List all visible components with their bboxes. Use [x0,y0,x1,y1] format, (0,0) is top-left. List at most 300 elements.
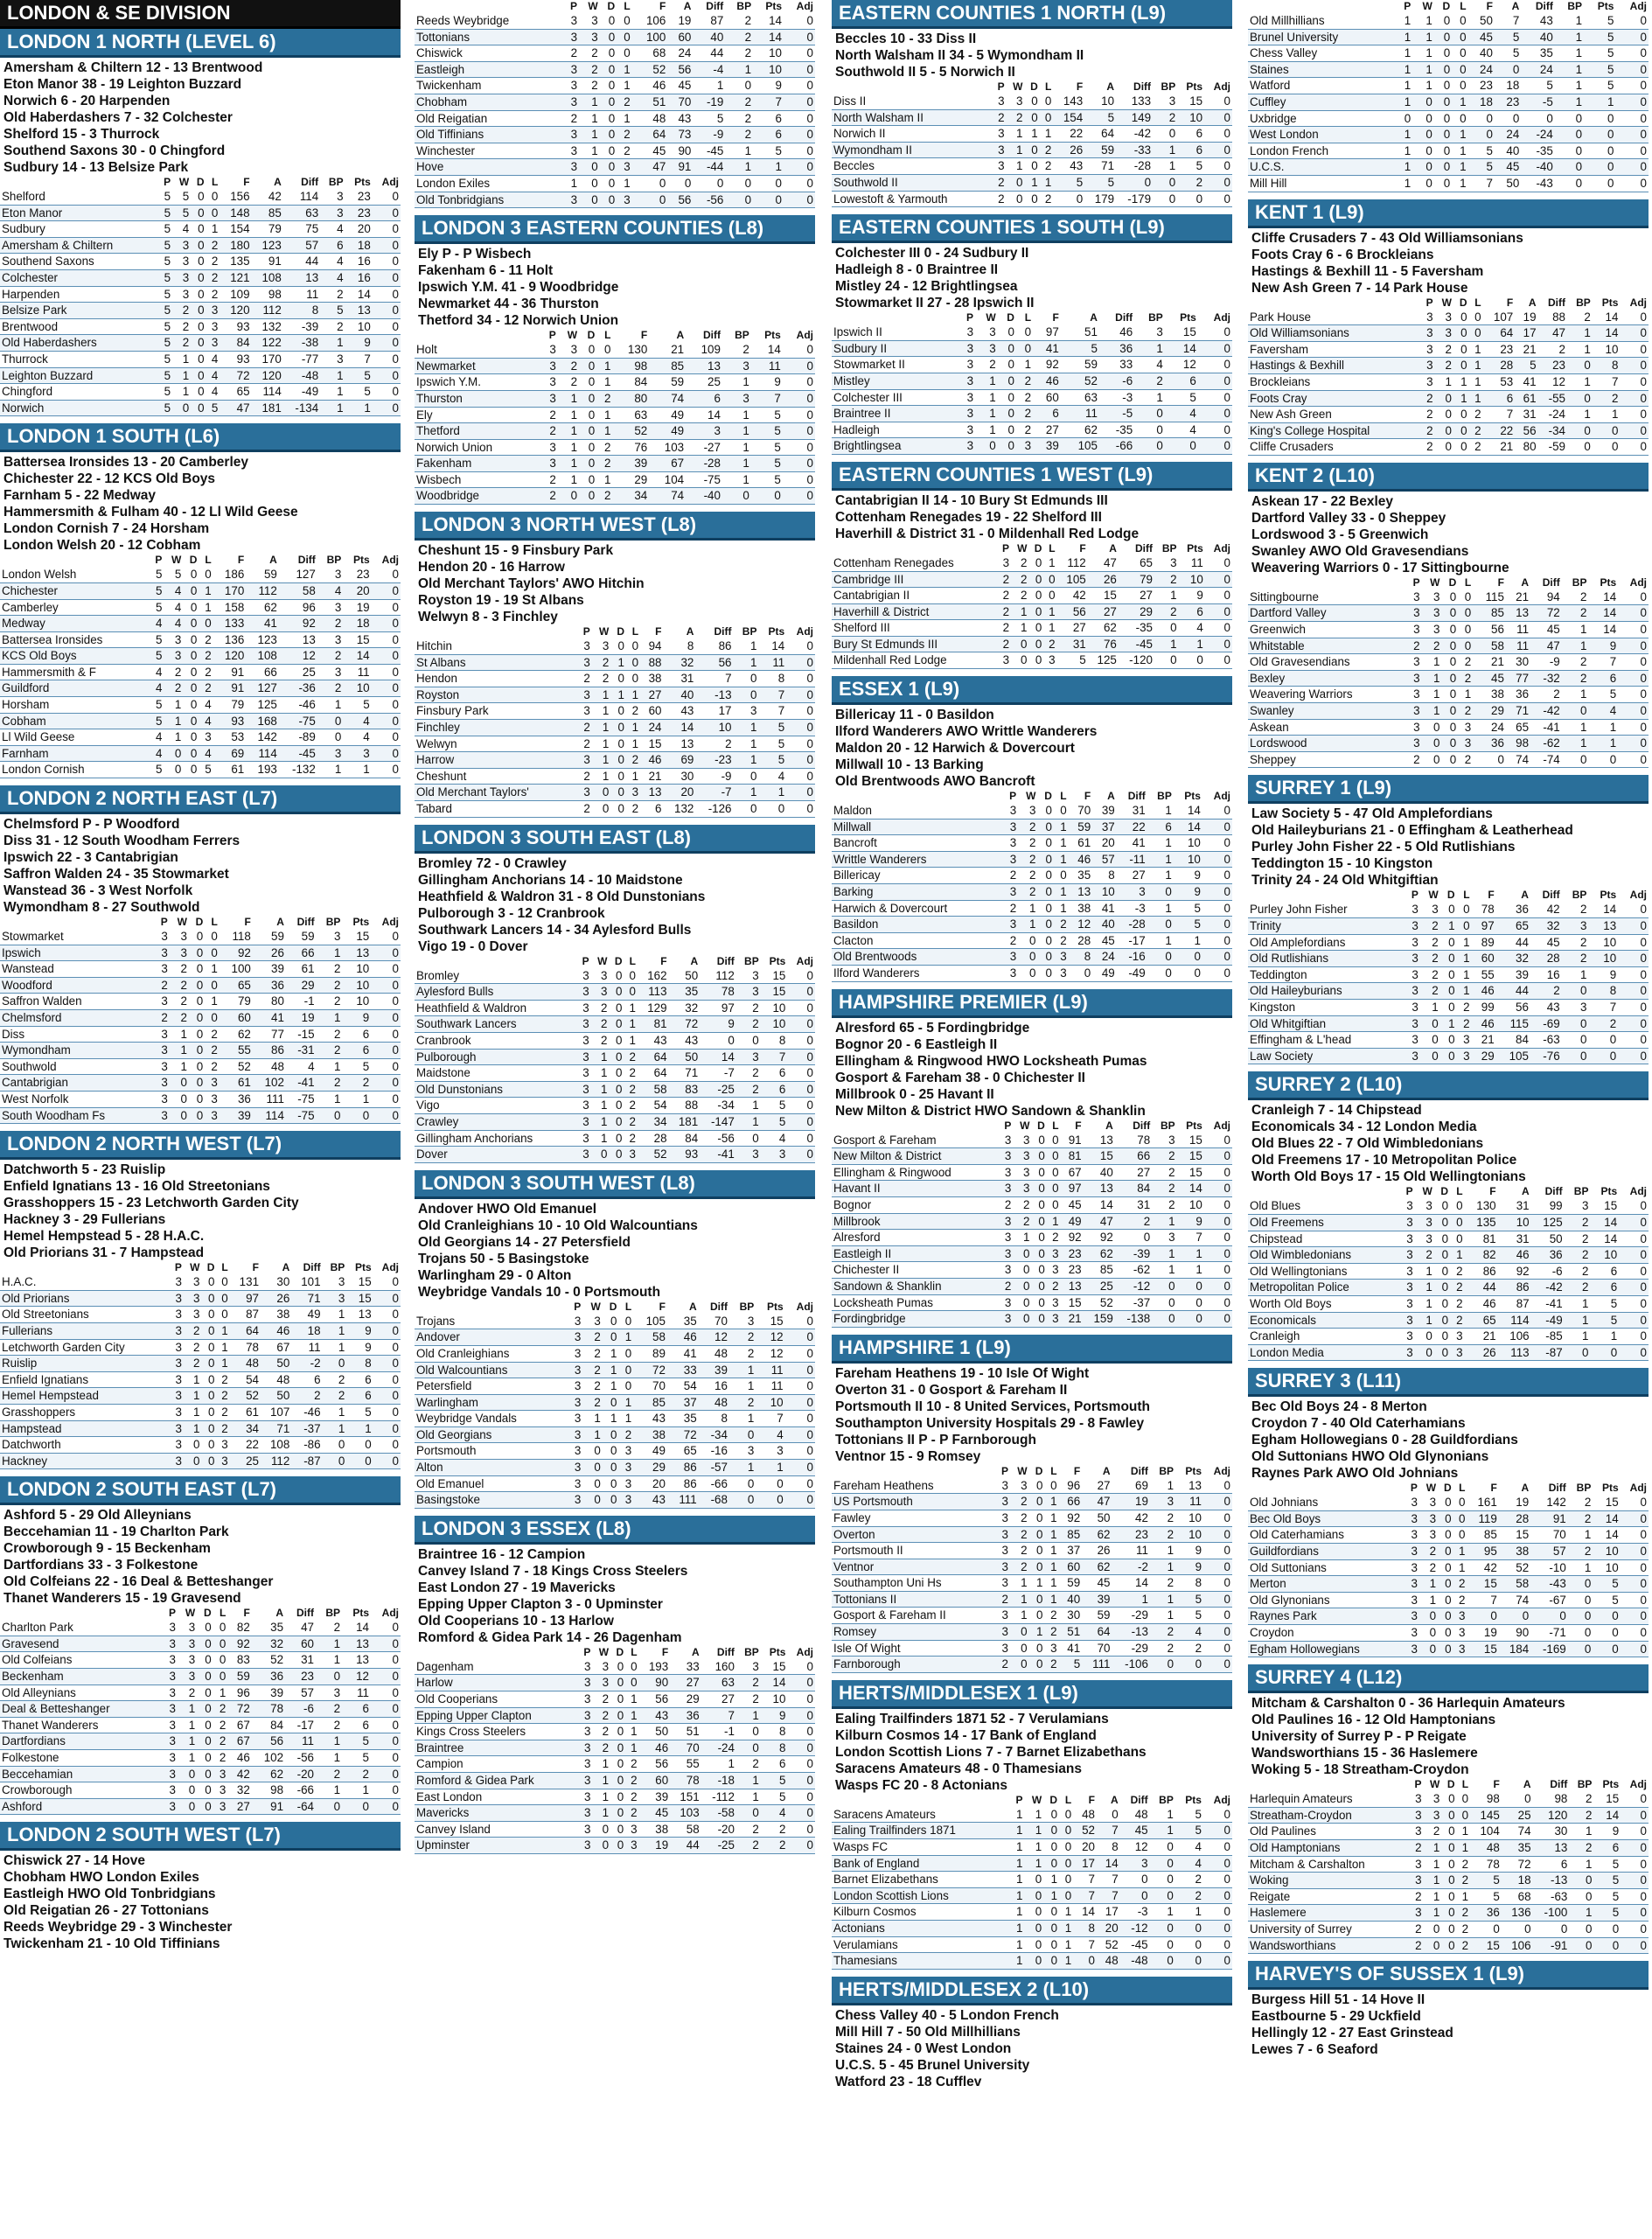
team-name: Wanstead [0,961,154,978]
section-title: LONDON & SE DIVISION [0,0,401,29]
table-row [0,631,401,648]
team-name: Gravesend [0,1636,162,1652]
stat-cell: 63 [283,205,320,221]
stat-cell: 0 [371,1766,401,1782]
table-row [1248,670,1649,687]
table-row [832,1213,1232,1230]
team-name: Old Williamsonians [1248,325,1420,342]
stat-cell: 0 [216,1307,229,1323]
header-cell: A [1521,575,1530,589]
stat-cell: 3 [216,1437,229,1454]
stat-cell: 0 [1441,1807,1456,1824]
team-name: Old Whitgiftian [1248,1015,1405,1032]
stat-cell: 3 [1457,1048,1472,1064]
stat-cell: 3 [1044,1640,1058,1657]
table-row [1248,1840,1649,1857]
result-line: Ventnor 15 - 9 Romsey [835,1448,981,1464]
stat-cell: 44 [1465,1280,1498,1296]
header-cell: F [1497,575,1504,589]
stat-cell: 56 [1496,999,1530,1015]
table-row [832,1591,1232,1608]
header-cell: L [219,1607,227,1620]
stat-cell: 1 [1588,736,1618,752]
stat-cell: 4 [149,664,164,680]
stat-cell: 14 [343,648,371,665]
stat-cell: 2 [1568,1510,1593,1527]
stat-cell: 2 [216,1388,229,1405]
stat-cell: 0 [371,1798,401,1815]
stat-cell: 0 [1203,1921,1232,1937]
stat-cell: 136 [1502,1905,1533,1922]
stat-cell: 0 [1025,1872,1044,1888]
header-cell: F [659,0,666,12]
stat-cell: 0 [1615,143,1649,159]
stat-cell: 1 [558,471,579,488]
stat-cell: 1 [1043,1887,1059,1904]
header-cell: D [614,954,623,967]
result-line: Chess Valley 40 - 5 London French [835,2007,1059,2023]
stat-cell: 2 [1530,687,1562,703]
stat-cell: 1 [610,687,626,703]
team-name: Woodford [0,977,154,994]
stat-cell: 3 [1399,1231,1414,1247]
stat-cell: 3 [213,1766,228,1782]
stat-cell: 0 [191,286,206,303]
stat-cell: 0 [1434,45,1452,62]
stat-cell: 0 [600,192,617,208]
stat-cell: 0 [189,1075,205,1092]
stat-cell: 16 [345,254,373,270]
team-name: Old Amplefordians [1248,934,1405,951]
stat-cell: 0 [371,929,401,945]
team-name: Ipswich II [832,324,958,340]
stat-cell: 0 [751,488,783,505]
table-row [1248,751,1649,768]
stat-cell: 6 [753,110,784,127]
stat-cell: 30 [261,1274,291,1290]
stat-cell: 45 [632,143,668,159]
result-line: Alresford 65 - 5 Fordingbridge [835,1020,1030,1036]
stat-cell: 44 [693,45,725,62]
stat-cell: 2 [1458,654,1473,671]
stat-cell: 0 [617,45,632,62]
stat-cell: 0 [1204,1245,1232,1262]
stat-cell: 5 [751,407,783,423]
stat-cell: -76 [1530,1048,1562,1064]
stat-cell: 47 [220,400,251,416]
table-row [415,1032,815,1049]
stat-cell: 0 [787,1049,815,1065]
league-title: LONDON 3 SOUTH EAST (L8) [415,825,815,854]
team-name: Andover [415,1329,568,1346]
stat-cell: 3 [576,968,590,984]
stat-cell: 5 [1584,29,1615,45]
stat-cell: 0 [183,616,199,632]
stat-cell: 2 [1044,1608,1058,1624]
team-name: West Norfolk [0,1091,154,1107]
stat-cell: 0 [625,1659,638,1675]
stat-cell: 0 [596,342,612,358]
stat-cell: 3 [734,703,759,720]
team-name: Old Priorians [0,1290,170,1307]
header-cell: Pts [764,329,781,342]
stat-cell: 2 [992,109,1006,126]
table-row [0,205,401,221]
header-cell: P [1412,575,1420,589]
header-cell: BP [744,1645,759,1658]
results-list [1248,228,1649,296]
league-block [832,989,1232,1328]
stat-cell: 51 [632,94,668,110]
team-name: Sittingbourne [1248,589,1406,605]
table-row [1248,1856,1649,1873]
stat-cell: 0 [1147,966,1174,982]
result-line: Battersea Ironsides 13 - 20 Camberley [3,455,248,471]
stat-cell: 2 [323,1388,347,1405]
league-table [1248,1482,1649,1657]
stat-cell: 74 [1506,751,1530,768]
stat-cell: 1 [736,1773,761,1789]
header-cell: BP [1159,1793,1174,1806]
stat-cell: 0 [1203,1657,1232,1673]
stat-cell: 44 [283,254,320,270]
stat-cell: 0 [753,192,784,208]
stat-cell: 0 [784,13,815,29]
stat-cell: -38 [283,335,320,352]
stat-cell: 0 [784,78,815,94]
table-row [1248,1592,1649,1608]
stat-cell: 0 [1028,603,1043,620]
header-cell: F [1073,1464,1081,1477]
stat-cell: 0 [609,1032,624,1049]
stat-cell: 26 [1053,142,1084,158]
header-cell: D [1448,575,1457,589]
stat-cell: 21 [640,768,663,785]
result-line: Shelford 15 - 3 Thurrock [3,127,160,142]
stat-cell: 1 [558,423,579,440]
stat-cell: 3 [577,638,592,654]
league-block [1248,1071,1649,1361]
stat-cell: 23 [1495,94,1521,110]
stat-cell: 0 [323,1356,347,1372]
stat-cell: 2 [995,1591,1010,1608]
stat-cell: 0 [197,1750,213,1767]
header-cell: BP [1572,889,1587,902]
stat-cell: 8 [1073,1921,1097,1937]
header-cell: L [1461,1778,1469,1791]
header-cell: W [1428,889,1439,902]
stat-cell: 90 [1499,1625,1530,1642]
header-cell: Pts [1180,311,1196,324]
stat-cell: 92 [1084,1230,1115,1246]
result-line: Reeds Weybridge 29 - 3 Winchester [3,1920,233,1936]
table-row [832,1823,1232,1839]
table-row [832,966,1232,982]
team-name: Shelford III [832,620,997,637]
result-line: Thetford 34 - 12 Norwich Union [418,313,619,329]
stat-cell: 1 [592,720,610,736]
stat-cell: 3 [1405,1559,1419,1576]
stat-cell: 0 [998,389,1016,406]
stat-cell: 2 [624,1113,638,1130]
table-row [832,373,1232,389]
stat-cell: 1 [603,1378,619,1395]
stat-cell: 50 [1495,175,1521,192]
team-name: Sudbury II [832,340,958,357]
team-name: Holt [415,342,541,358]
stat-cell: 78 [252,1701,285,1718]
stat-cell: 71 [1506,703,1530,720]
stat-cell: 0 [786,768,815,785]
stat-cell: 0 [1031,1181,1046,1197]
stat-cell: 52 [1097,1936,1120,1953]
team-name: Metropolitan Police [1248,1280,1399,1296]
results-list [1248,492,1649,576]
stat-cell: 59 [227,1669,251,1685]
stat-cell: 70 [1530,1527,1568,1544]
team-name: Hackney [0,1453,170,1469]
stat-cell: 3 [1419,1527,1438,1544]
stat-cell: 0 [189,1043,205,1059]
stat-cell: 3 [1016,438,1033,455]
stat-cell: 10 [1588,934,1618,951]
stat-cell: 1 [1562,638,1589,654]
result-line: Wasps FC 20 - 8 Actonians [835,1777,1007,1793]
header-cell: BP [1159,1464,1175,1477]
header-cell: F [661,1645,669,1658]
table-header-row [0,176,401,189]
stat-cell: 162 [638,968,669,984]
stat-cell: 46 [227,1750,251,1767]
stat-cell: 62 [1061,422,1099,438]
stat-cell: -28 [1117,917,1147,933]
stat-cell: 0 [1620,390,1649,407]
stat-cell: 3 [1409,1791,1423,1807]
result-line: Cantabrigian II 14 - 10 Bury St Edmunds III [835,492,1108,508]
header-cell: W [185,1607,196,1620]
team-name: Fawley [832,1510,995,1526]
table-row [1248,1280,1649,1296]
stat-cell: -134 [283,400,320,416]
stat-cell: -29 [1112,1608,1150,1624]
stat-cell: 0 [1434,13,1452,29]
header-team [0,1607,162,1620]
table-row [415,671,815,687]
stat-cell: 10 [343,680,371,697]
stat-cell: 0 [1441,622,1458,638]
stat-cell: 0 [1457,902,1472,917]
stat-cell: 2 [596,456,612,472]
stat-cell: 74 [1499,1592,1530,1608]
stat-cell: 5 [164,567,183,582]
result-line: Maldon 20 - 12 Harwich & Dovercourt [835,741,1075,757]
stat-cell: 0 [626,671,640,687]
stat-cell: 0 [178,1782,197,1799]
team-name: Hampstead [0,1420,170,1437]
header-cell: Diff [1127,790,1146,803]
stat-cell: 92 [1059,1510,1083,1526]
stat-cell: 0 [1415,1329,1434,1345]
stat-cell: 15 [761,968,788,984]
stat-cell: 93 [220,351,251,367]
stat-cell: 0 [603,1426,619,1443]
header-cell: Pts [769,954,786,967]
team-name: Old Hamptonians [1248,1840,1409,1857]
result-line: Economicals 34 - 12 London Media [1251,1120,1477,1135]
team-name: Dagenham [415,1659,578,1675]
stat-cell: 3 [1457,1032,1472,1049]
stat-cell: 0 [579,175,600,192]
stat-cell: 60 [667,29,693,45]
result-line: Pulborough 3 - 12 Cranbrook [418,905,605,921]
stat-cell: 127 [246,680,279,697]
stat-cell: 38 [639,1821,671,1838]
stat-cell: -74 [1530,751,1562,768]
team-name: Gosport & Fareham [832,1133,999,1148]
header-cell: L [604,329,611,342]
header-cell: D [1035,1464,1043,1477]
stat-cell: 3 [563,192,579,208]
header-cell: F [243,176,250,188]
stat-cell: 10 [1177,1196,1204,1213]
stat-cell: 23 [1468,78,1495,94]
stat-cell: 0 [371,1636,401,1652]
stat-cell: 70 [1082,1640,1112,1657]
team-name: Maldon [832,803,1003,819]
result-line: Old Paulines 16 - 12 Old Hamptonians [1251,1712,1496,1728]
stat-cell: 23 [345,189,373,205]
header-cell: P [997,80,1005,93]
stat-cell: 0 [1452,13,1467,29]
header-cell: L [1460,0,1467,12]
stat-cell: 0 [787,1147,815,1163]
stat-cell: 14 [342,1620,371,1636]
stat-cell: 0 [1054,868,1069,884]
stat-cell: 2 [1530,983,1562,1000]
stat-cell: -56 [700,1130,736,1147]
stat-cell: 0 [734,768,759,785]
stat-cell: 3 [568,1426,583,1443]
team-name: Weavering Warriors [1248,687,1406,703]
stat-cell: 2 [1154,603,1179,620]
league-block [1248,1961,1649,2058]
stat-cell: 2 [624,1081,638,1098]
stat-cell: 0 [617,13,632,29]
stat-cell: 1 [1412,61,1434,78]
header-cell: Pts [766,1300,784,1313]
stat-cell: 3 [1406,589,1422,605]
table-row [0,1010,401,1027]
stat-cell: 0 [579,439,596,456]
table-row [0,1717,401,1733]
stat-cell: 3 [170,945,189,961]
stat-cell: 1 [582,1411,603,1427]
stat-cell: 24 [1521,61,1555,78]
stat-cell: 3 [541,456,558,472]
stat-cell: 3 [995,1526,1010,1543]
table-row [1248,94,1649,110]
stat-cell: 2 [320,286,345,303]
stat-cell: -87 [1531,1344,1565,1361]
stat-cell: 120 [252,367,283,384]
stat-cell: 2 [206,269,220,286]
stat-cell: 48 [632,110,668,127]
stat-cell: 3 [999,1181,1014,1197]
stat-cell: 43 [638,1032,669,1049]
stat-cell: 1 [1054,819,1069,835]
stat-cell: 3 [563,29,579,45]
table-row [415,1345,815,1362]
stat-cell: 142 [1530,1495,1568,1510]
stat-cell: 3 [1406,703,1422,720]
stat-cell: 47 [1084,1213,1115,1230]
stat-cell: 0 [170,1075,189,1092]
stat-cell: 32 [669,1000,701,1016]
league-title: EASTERN COUNTIES 1 SOUTH (L9) [832,214,1232,243]
stat-cell: -43 [1530,1576,1568,1593]
header-cell: BP [328,176,344,188]
stat-cell: 0 [372,567,401,582]
stat-cell: 1 [320,335,345,352]
team-name: Ilford Wanderers [832,966,1003,982]
stat-cell: 56 [639,1756,671,1773]
stat-cell: 5 [158,254,173,270]
stat-cell: 0 [787,1805,815,1822]
table-row [832,1872,1232,1888]
result-line: Hellingly 12 - 27 East Grinstead [1251,2026,1453,2041]
stat-cell: 2 [722,342,751,358]
stat-cell: 1 [1457,1888,1471,1905]
result-line: Old Haileyburians 21 - 0 Effingham & Leatherhead [1251,823,1573,839]
stat-cell: 0 [592,1838,610,1854]
stat-cell: 40 [1468,45,1495,62]
result-line: Old Suttonians HWO Old Glynonians [1251,1449,1489,1465]
stat-cell: 55 [670,1756,701,1773]
table-row [832,835,1232,852]
stat-cell: 2 [725,110,753,127]
stat-cell: 0 [787,1707,815,1724]
stat-cell: 1 [1412,29,1434,45]
stat-cell: 85 [649,358,686,374]
stat-cell: 38 [633,1426,667,1443]
team-name: Askean [1248,719,1406,736]
stat-cell: 80 [1515,439,1537,456]
stat-cell: 0 [197,1620,213,1636]
result-line: Old Georgians 14 - 27 Petersfield [418,1234,631,1250]
header-cell: Adj [1629,1185,1647,1198]
stat-cell: 0 [1453,1527,1467,1544]
header-cell: L [1050,1464,1057,1477]
stat-cell: 0 [373,1322,401,1339]
stat-cell: 60 [220,1010,253,1027]
result-line: Eton Manor 38 - 19 Leighton Buzzard [3,77,242,92]
header-cell: P [574,1300,582,1313]
stat-cell: 36 [1506,687,1530,703]
stat-cell: 1 [206,221,220,238]
stat-cell: 0 [579,192,600,208]
stat-cell: 112 [261,1453,291,1469]
stat-cell: 18 [1502,1873,1533,1889]
stat-cell: 74 [1502,1824,1533,1840]
stat-cell: 8 [699,1411,729,1427]
stat-cell: 0 [373,1290,401,1307]
header-cell: Pts [1600,575,1617,589]
table-row [415,127,815,143]
stat-cell: 115 [1473,589,1506,605]
header-cell: Diff [296,1607,314,1620]
stat-cell: 2 [317,961,343,978]
stat-cell: 15 [346,1290,373,1307]
